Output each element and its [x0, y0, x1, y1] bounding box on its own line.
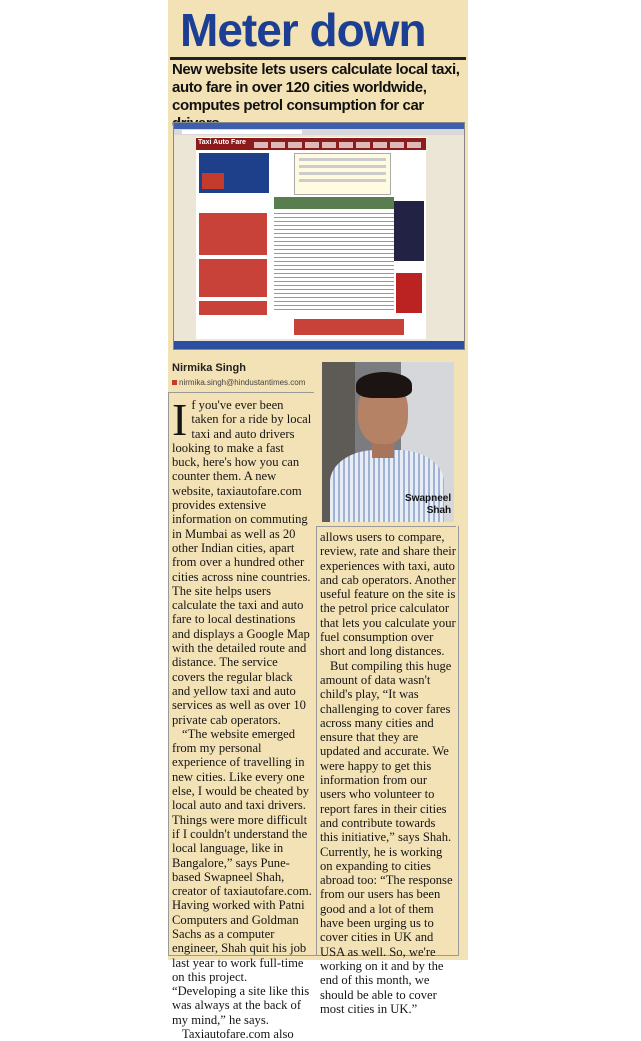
paragraph-5: But compiling this huge amount of data wasn't child's play, “It was challenging to cover fares across many cities and ensure that they are updated and accurate. We were happy to get this information from our users who volunteer to report fares in their cities and contribute towards this initiative,” says Shah. Currently, he is working on expanding to cities abroad too: “The response from our users has been good and a lot of them have been urging us to cover cities in UK and USA as well. So, we're working on it and by the end of this month, we should be able to cover most cities in UK.”	[320, 658, 453, 1016]
site-nav-tabs	[254, 142, 422, 148]
site-text-block	[274, 213, 394, 313]
city-list-panel-3	[199, 301, 267, 315]
site-logo: Taxi Auto Fare	[198, 139, 246, 146]
city-list-panel-2	[199, 259, 267, 297]
photo-caption	[405, 493, 451, 517]
address-bar	[182, 130, 302, 134]
article-column-left	[172, 394, 312, 1041]
paragraph-2: “The website emerged from my personal experience of travelling in new cities. Like every one else, I would be cheated by local auto and taxi drivers. Things were more difficult if I couldn't understand the local language, like in Bangalore,” says Pune-based Swapneel Shah, creator of taxiautofare.com. Having worked with Patni Computers and Goldman Sachs as a computer engineer, Shah quit his job last year to work full-time on this project. “Developing a site like this was always at the back of my mind,” he says.	[172, 726, 312, 1027]
subheadline: New website lets users calculate local taxi, auto fare in over 120 cities worldwide, computes petrol consumption for car	[172, 61, 460, 114]
side-advert-2	[396, 273, 422, 313]
headline: Meter down	[180, 4, 426, 56]
drop-cap: I	[172, 394, 188, 445]
photo-hair	[356, 372, 412, 398]
city-list-panel	[199, 213, 267, 255]
advert-button	[202, 173, 224, 189]
author-name: Nirmika Singh	[172, 362, 246, 374]
photo-caption-line2: Shah	[426, 505, 452, 516]
fare-calculator-panel	[294, 153, 391, 195]
map-strip	[274, 197, 394, 209]
column-border-top-right	[316, 526, 456, 527]
email-icon	[172, 380, 177, 385]
author-email-text: nirmika.singh@hindustantimes.com	[179, 378, 306, 387]
column-divider	[316, 526, 317, 956]
paragraph-3: Taxiautofare.com also	[182, 1027, 294, 1041]
column-border-top	[168, 392, 314, 393]
windows-taskbar	[174, 341, 464, 349]
paragraph-4: allows users to compare, review, rate and share their experiences with taxi, auto and cab operators. Another useful feature on the site is the petrol price calculator that lets you calculate your fuel consumption over short and long distances.	[320, 530, 456, 659]
column-border-left	[168, 392, 169, 956]
paragraph-1: f you've ever been taken for a ride by local taxi and auto drivers looking to make a fast buck, here's how you can counter them. A new website, taxiautofare.com provides extensive information on commuting in Mumbai as well as 20 other Indian cities, apart from over a hundred other cities across nine countries. The site helps users calculate the taxi and auto fare to local destinations and displays a Google Map with the detailed route and distance. The service covers the regular black and yellow taxi and auto services as well as over 10 private cab operators.	[172, 398, 312, 727]
article-column-right	[320, 530, 456, 1016]
photo-caption-line1: Swapneel	[405, 493, 452, 504]
column-border-right	[458, 526, 459, 956]
side-advert	[394, 201, 424, 261]
petrol-calculator-panel	[294, 319, 404, 335]
headline-rule	[170, 57, 466, 60]
website-screenshot	[173, 122, 465, 350]
author-email	[172, 378, 305, 387]
